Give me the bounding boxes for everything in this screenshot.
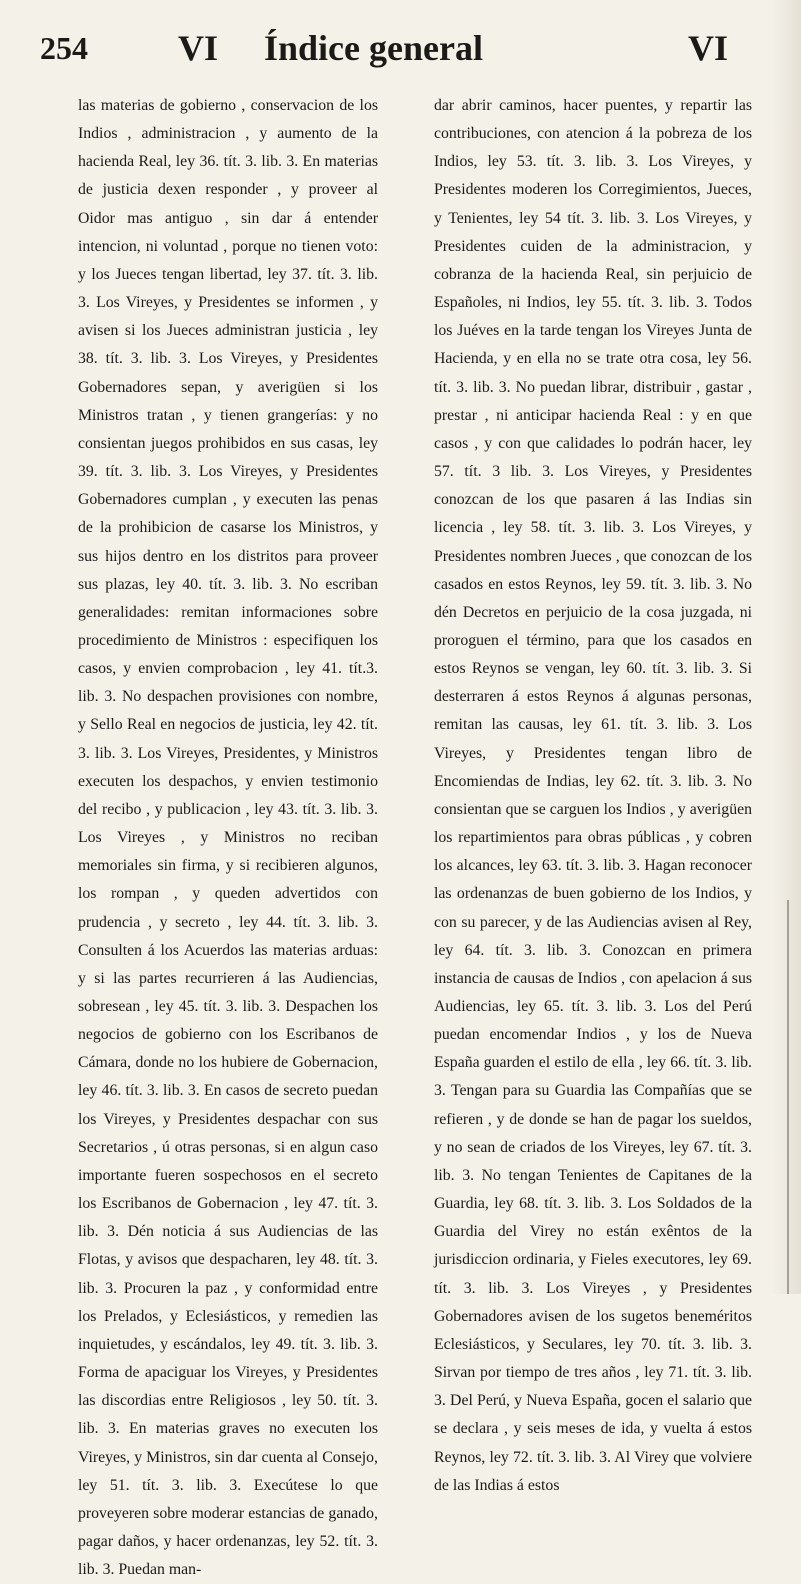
left-column — [78, 92, 378, 1584]
running-header — [0, 28, 801, 76]
page-number: 254 — [40, 30, 88, 66]
header-left-mark: VI — [178, 28, 219, 68]
left-column-text: las materias de gobierno , conservacion de los Indios , administracion , y aumento de la hacienda Real, ley 36. tít. 3. lib. 3. En materias de justicia dexen responder , y proveer al Oidor mas antiguo , sin dar á entender intencion, ni voluntad , porque no tienen voto: y los Jueces tengan libertad, ley 37. tít. 3. lib. 3. Los Vireyes, y Presidentes se informen , y avisen si los Jueces administran justicia , ley 38. tít. 3. lib. 3. Los Vireyes, y Presidentes Gobernadores sepan, y averigüen si los Ministros tratan , y tienen grangerías: y no consientan juegos prohibidos en sus casas, ley 39. tít. 3. lib. 3. Los Vireyes, y Presidentes Gobernadores cumplan , y executen las penas de la prohibicion de casarse los Ministros, y sus hijos dentro en los distritos para proveer sus plazas, ley 40. tít. 3. lib. 3. No escriban generalidades: remitan informaciones sobre procedimiento de Ministros : especifiquen los casos, y envien comprobacion , ley 41. tít.3. lib. 3. No despachen provisiones con nombre, y Sello Real en negocios de justicia, ley 42. tít. 3. lib. 3. Los Vireyes, Presidentes, y Ministros executen los despachos, y envien testimonio del recibo , y publicacion , ley 43. tít. 3. lib. 3. Los Vireyes , y Ministros no reciban memoriales sin firma, y si recibieren algunos, los rompan , y queden advertidos con prudencia , y secreto , ley 44. tít. 3. lib. 3. Consulten á los Acuerdos las materias arduas: y si las partes recurrieren á las Audiencias, sobresean , ley 45. tít. 3. lib. 3. Despachen los negocios de gobierno con los Escribanos de Cámara, donde no los hubiere de Gobernacion, ley 46. tít. 3. lib. 3. En casos de secreto puedan los Vireyes, y Presidentes despachar con sus Secretarios , ú otras personas, si en algun caso importante fueren sospechosos en el secreto los Escribanos de Gobernacion , ley 47. tít. 3. lib. 3. Dén noticia á sus Audiencias de las Flotas, y avisos que despacharen, ley 48. tít. 3. lib. 3. Procuren la paz , y conformidad entre los Prelados, y Eclesiásticos, y remedien las inquietudes, y escándalos, ley 49. tít. 3. lib. 3. Forma de apaciguar los Vireyes, y Presidentes las discordias entre Religiosos , ley 50. tít. 3. lib. 3. En materias graves no executen los Vireyes, y Ministros, sin dar cuenta al Consejo, ley 51. tít. 3. lib. 3. Execútese lo que proveyeren sobre moderar estancias de ganado, pagar daños, y hacer ordenanzas, ley 52. tít. 3. lib. 3. Puedan man- — [78, 97, 378, 1579]
header-title: Índice general — [264, 28, 483, 68]
right-column — [434, 92, 752, 1500]
page-edge-line — [787, 900, 789, 1294]
header-right-mark: VI — [688, 28, 729, 68]
page-edge-shadow — [771, 0, 801, 1294]
right-column-text: dar abrir caminos, hacer puentes, y repartir las contribuciones, con atencion á la pobreza de los Indios, ley 53. tít. 3. lib. 3. Los Vireyes, y Presidentes moderen los Corregimientos, Jueces, y Tenientes, ley 54 tít. 3. lib. 3. Los Vireyes, y Presidentes cuiden de la administracion, y cobranza de la hacienda Real, sin perjuicio de Españoles, ni Indios, ley 55. tít. 3. lib. 3. Todos los Juéves en la tarde tengan los Vireyes Junta de Hacienda, y en ella no se trate otra cosa, ley 56. tít. 3. lib. 3. No puedan librar, distribuir , gastar , prestar , ni anticipar hacienda Real : y en que casos , y con que calidades lo podrán hacer, ley 57. tít. 3 lib. 3. Los Vireyes, y Presidentes conozcan de los que pasaren á las Indias sin licencia , ley 58. tít. 3. lib. 3. Los Vireyes, y Presidentes nombren Jueces , que conozcan de los casados en estos Reynos, ley 59. tít. 3. lib. 3. No dén Decretos en perjuicio de la cosa juzgada, ni proroguen el término, para que los casados en estos Reynos se vengan, ley 60. tít. 3. lib. 3. Si desterraren á estos Reynos á algunas personas, remitan las causas, ley 61. tít. 3. lib. 3. Los Vireyes, y Presidentes tengan libro de Encomiendas de Indias, ley 62. tít. 3. lib. 3. No consientan que se carguen los Indios , y averigüen los repartimientos para obras públicas , y cobren los alcances, ley 63. tít. 3. lib. 3. Hagan reconocer las ordenanzas de buen gobierno de los Indios, y con su parecer, y de las Audiencias avisen al Rey, ley 64. tít. 3. lib. 3. Conozcan en primera instancia de causas de Indios , con apelacion á sus Audiencias, ley 65. tít. 3. lib. 3. Los del Perú puedan encomendar Indios , y los de Nueva España guarden el estilo de ella , ley 66. tít. 3. lib. 3. Tengan para su Guardia las Compañías que se refieren , y de donde se han de pagar los sueldos, y no sean de criados de los Vireyes, ley 67. tít. 3. lib. 3. No tengan Tenientes de Capitanes de la Guardia, ley 68. tít. 3. lib. 3. Los Soldados de la Guardia del Virey no están exêntos de la jurisdiccion ordinaria, y Fieles executores, ley 69. tít. 3. lib. 3. Los Vireyes , y Presidentes Gobernadores avisen de los sugetos beneméritos Eclesiásticos, y Seculares, ley 70. tít. 3. lib. 3. Sirvan por tiempo de tres años , ley 71. tít. 3. lib. 3. Del Perú, y Nueva España, gocen el salario que se declara , y seis meses de ida, y vuelta á estos Reynos, ley 72. tít. 3. lib. 3. Al Virey que volviere de las Indias á estos — [434, 97, 752, 1494]
